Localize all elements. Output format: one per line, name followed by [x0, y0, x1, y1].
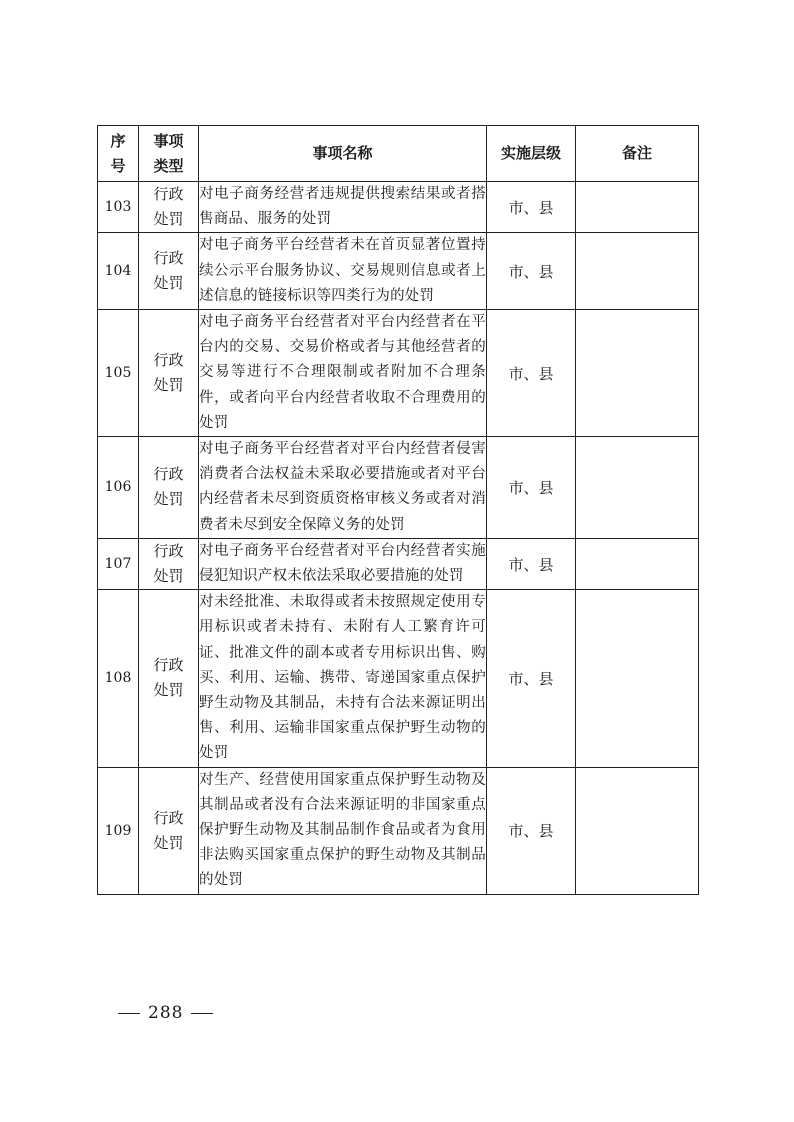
- header-name: 事项名称: [199, 126, 487, 182]
- row-type: 行政处罚: [139, 233, 199, 310]
- row-type: 行政处罚: [139, 310, 199, 437]
- row-remark: [576, 310, 699, 437]
- row-level: 市、县: [487, 182, 576, 233]
- page-number-text: 288: [148, 1003, 184, 1023]
- table-row: [98, 590, 699, 767]
- row-name: 对电子商务平台经营者对平台内经营者在平台内的交易、交易价格或者与其他经营者的交易等进行不合理限制或者附加不合理条件，或者向平台内经营者收取不合理费用的处罚: [199, 310, 487, 437]
- row-remark: [576, 182, 699, 233]
- row-name: 对未经批准、未取得或者未按照规定使用专用标识或者未持有、未附有人工繁育许可证、批准文件的副本或者专用标识出售、购买、利用、运输、携带、寄递国家重点保护野生动物及其制品，未持有合法来源证明出售、利用、运输非国家重点保护野生动物的处罚: [199, 590, 487, 767]
- row-name: 对电子商务经营者违规提供搜索结果或者搭售商品、服务的处罚: [199, 182, 487, 233]
- table-row: [98, 767, 699, 894]
- header-level: 实施层级: [487, 126, 576, 182]
- row-name: 对生产、经营使用国家重点保护野生动物及其制品或者没有合法来源证明的非国家重点保护野生动物及其制品制作食品或者为食用非法购买国家重点保护的野生动物及其制品的处罚: [199, 767, 487, 894]
- row-level: 市、县: [487, 590, 576, 767]
- table-row: [98, 538, 699, 589]
- header-type: 事项类型: [139, 126, 199, 182]
- header-remark: 备注: [576, 126, 699, 182]
- row-seq: 105: [98, 310, 139, 437]
- row-seq: 107: [98, 538, 139, 589]
- page-dash-right: [191, 1013, 213, 1014]
- row-seq: 108: [98, 590, 139, 767]
- table-row: [98, 182, 699, 233]
- row-level: 市、县: [487, 233, 576, 310]
- row-remark: [576, 590, 699, 767]
- page-number: [118, 1003, 213, 1023]
- table-header-row: [98, 126, 699, 182]
- row-remark: [576, 767, 699, 894]
- row-seq: 106: [98, 437, 139, 539]
- row-level: 市、县: [487, 767, 576, 894]
- row-name: 对电子商务平台经营者未在首页显著位置持续公示平台服务协议、交易规则信息或者上述信息的链接标识等四类行为的处罚: [199, 233, 487, 310]
- row-type: 行政处罚: [139, 590, 199, 767]
- row-remark: [576, 233, 699, 310]
- row-level: 市、县: [487, 437, 576, 539]
- row-level: 市、县: [487, 538, 576, 589]
- row-type: 行政处罚: [139, 538, 199, 589]
- row-remark: [576, 538, 699, 589]
- row-name: 对电子商务平台经营者对平台内经营者侵害消费者合法权益未采取必要措施或者对平台内经营者未尽到资质资格审核义务或者对消费者未尽到安全保障义务的处罚: [199, 437, 487, 539]
- row-seq: 104: [98, 233, 139, 310]
- row-remark: [576, 437, 699, 539]
- row-name: 对电子商务平台经营者对平台内经营者实施侵犯知识产权未依法采取必要措施的处罚: [199, 538, 487, 589]
- items-table: [97, 125, 699, 895]
- header-seq: 序号: [98, 126, 139, 182]
- row-seq: 103: [98, 182, 139, 233]
- row-type: 行政处罚: [139, 437, 199, 539]
- table-row: [98, 437, 699, 539]
- page-dash-left: [118, 1013, 140, 1014]
- table-row: [98, 233, 699, 310]
- row-level: 市、县: [487, 310, 576, 437]
- table-row: [98, 310, 699, 437]
- row-type: 行政处罚: [139, 182, 199, 233]
- row-type: 行政处罚: [139, 767, 199, 894]
- row-seq: 109: [98, 767, 139, 894]
